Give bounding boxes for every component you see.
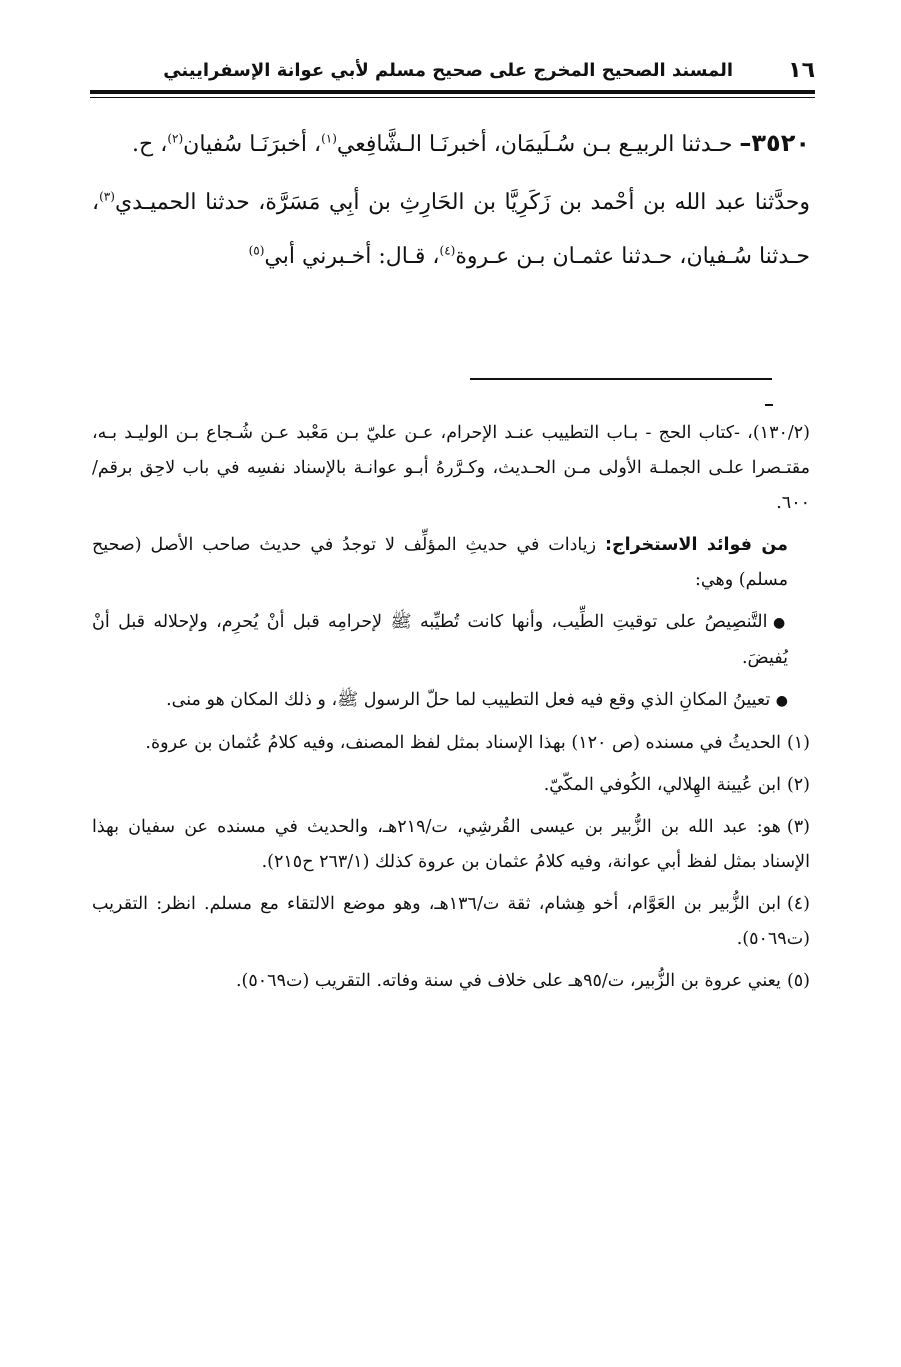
benefit-item-1 [92,605,810,676]
footnote-3 [92,810,810,880]
page-number: ١٦ [788,58,815,83]
benefit-text-2: تعيينُ المكانِ الذي وقع فيه فعل التطييب لما حلّ الرسول ﷺ، و ذلك المكان هو منى. [166,690,776,710]
hadith-paragraph-1 [92,116,810,172]
hadith-text-2c: ، قـال: أخـبرني أبي [264,244,440,269]
footnote-text: ابن عُيينة الهِلالي، الكُوفي المكّيّ. [543,775,781,795]
footnote-ref-2: (٢) [167,131,184,146]
reference-paragraph: (١٣٠/٢)، -كتاب الحج - بـاب التطييب عنـد الإحرام، عـن عليّ بـن مَعْبد عـن شُـجاع بـن الوليـد بـه، مقتـصرا علـى الجملـة الأولى مـن الحـديث، وكـرَّرهُ أبـو عوانـة بالإسناد نفسِه في باب لاحِق برقم/٦٠٠. [92,423,810,513]
header-rule-thick [90,90,815,94]
footnote-text: الحديثُ في مسنده (ص ١٢٠) بهذا الإسناد بمثل لفظ المصنف، وفيه كلامُ عُثمان بن عروة. [145,733,781,753]
footnote-text: ابن الزُّبير بن العَوَّام، أخو هِشام، ثقة ت/١٣٦هـ، وهو موضع الالتقاء مع مسلم. انظر: التقريب (ت٥٠٦٩). [92,894,810,949]
footnote-label: (٤) [786,894,810,914]
footnote-ref-1: (١) [321,131,337,146]
hadith-text-2a: وحدَّثنا عبد الله بن أحْمد بن زَكَرِيَّا بن الحَارِثِ بن أبِي مَسَرَّة، حدثنا الحميـدي [114,190,810,215]
footnote-text: هو: عبد الله بن الزُّبير بن عيسى القُرشِي، ت/٢١٩هـ، والحديث في مسنده عن سفيان بهذا الإسناد بمثل لفظ أبي عوانة، وفيه كلامُ عثمان بن عروة كذلك (٢٦٣/١ ح٢١٥). [92,817,810,872]
footnote-4 [92,887,810,957]
hadith-text-1b: ، أخبرَنَـا سُفيان [183,132,322,157]
hadith-text-1c: ، ح. [132,132,168,157]
benefits-label: من فوائد الاستخراج: [604,535,788,555]
hadith-text-1a: حـدثنا الربيـع بـن سُـلَيمَان، أخبرنَـا الـشَّافِعي [336,132,740,157]
hadith-text [92,116,810,288]
footnote-1 [92,726,810,761]
footnote-label: (٥) [786,971,810,991]
footnote-label: (٣) [786,817,810,837]
bullet-icon: ● [775,693,788,709]
hadith-text-2b: ، حـدثنا سُـفيان، حـدثنا عثمـان بـن عـروة [92,190,810,269]
benefits-text: زيادات في حديثِ المؤلِّف لا توجدُ في حديث صاحب الأصل (صحيح مسلم) وهي: [92,535,788,590]
footnote-text: يعني عروة بن الزُّبير، ت/٩٥هـ على خلاف في سنة وفاته. التقريب (ت٥٠٦٩). [235,971,781,991]
footnote-label: (١) [786,733,810,753]
bullet-icon: ● [773,615,789,631]
notes-section [92,416,810,1006]
footnote-2 [92,768,810,803]
footnote-ref-5: (٥) [248,243,265,258]
hadith-paragraph-2 [92,176,810,284]
footnote-label: (٢) [786,775,810,795]
benefit-text-1: التَّنصِيصُ على توقيتِ الطِّيب، وأنها كانت تُطيِّبه ﷺ لإحرامِه قبل أنْ يُحرِم، ولإحلاله قبل أنْ يُفيضَ. [92,612,788,668]
footnote-dash [765,404,773,406]
page-header [90,58,815,92]
header-rule-thin [90,97,815,98]
benefit-item-2 [92,683,810,719]
footnote-5 [92,964,810,999]
footnote-ref-4: (٤) [439,243,456,258]
footnote-separator [470,378,772,380]
footnote-ref-3: (٣) [99,189,115,204]
benefits-paragraph [92,528,810,598]
running-title: المسند الصحيح المخرج على صحيح مسلم لأبي عوانة الإسفراييني [163,60,733,81]
hadith-dash: – [739,129,752,157]
hadith-number: ٣٥٢٠ [751,129,810,157]
